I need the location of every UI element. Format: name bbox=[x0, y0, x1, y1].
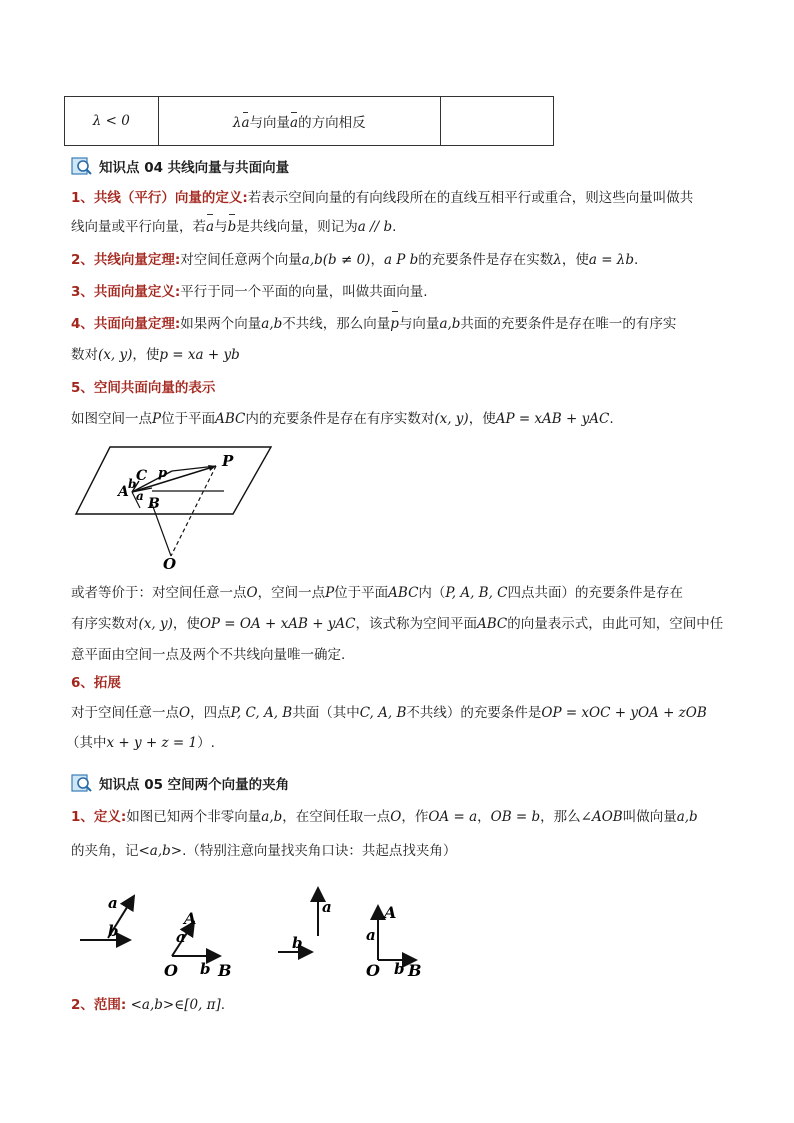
para-angle-def: 1、定义:如图已知两个非零向量a,b，在空间任取一点O，作OA = a，OB = b，那么∠AOB叫做向量a,b bbox=[71, 809, 698, 825]
para-angle-def-line2: 的夹角，记<a,b>.（特别注意向量找夹角口诀：共起点找夹角） bbox=[71, 843, 457, 859]
label-p: p bbox=[158, 466, 168, 481]
para-collinear-def: 1、共线（平行）向量的定义:若表示空间向量的有向线段所在的直线互相平行或重合，则这些向量叫做共 bbox=[71, 190, 694, 206]
label-P: P bbox=[222, 452, 234, 470]
para-coplanar-theorem-line2: 数对(x, y)，使p = xa + yb bbox=[71, 347, 240, 363]
svg-text:B: B bbox=[408, 961, 422, 980]
svg-text:A: A bbox=[184, 909, 197, 928]
magnifier-book-icon bbox=[71, 773, 93, 793]
magnifier-book-icon bbox=[71, 156, 93, 176]
para-angle-range: 2、范围: <a,b>∈[0, π]. bbox=[71, 997, 226, 1013]
para-coplanar-def: 3、共面向量定义:平行于同一个平面的向量，叫做共面向量. bbox=[71, 284, 428, 300]
section-heading-05: 知识点 05 空间两个向量的夹角 bbox=[71, 773, 289, 793]
svg-text:A: A bbox=[384, 903, 397, 922]
para-collinear-def-line2: 线向量或平行向量，若a与b是共线向量，则记为a // b. bbox=[71, 219, 397, 235]
plane-outline bbox=[76, 447, 271, 514]
coplanar-figure bbox=[72, 444, 272, 572]
para-space-coplanar-heading: 5、空间共面向量的表示 bbox=[71, 380, 216, 396]
para-coplanar-theorem: 4、共面向量定理:如果两个向量a,b不共线，那么向量p与向量a,b共面的充要条件是存在唯一的有序实 bbox=[71, 316, 677, 332]
label-A: A bbox=[118, 484, 129, 500]
para-space-coplanar-text: 如图空间一点P位于平面ABC内的充要条件是存在有序实数对(x, y)，使AP = xAB + yAC. bbox=[71, 411, 614, 427]
para-equivalent: 或者等价于：对空间任意一点O，空间一点P位于平面ABC内（P, A, B, C四点共面）的充要条件是存在 bbox=[71, 585, 684, 601]
para-collinear-theorem: 2、共线向量定理:对空间任意两个向量a,b(b ≠ 0)，a P b的充要条件是存在实数λ，使a = λb. bbox=[71, 252, 639, 268]
svg-text:O: O bbox=[164, 961, 178, 980]
para-extension-line2: （其中x + y + z = 1）. bbox=[66, 735, 215, 751]
label-C: C bbox=[136, 468, 148, 484]
svg-text:B: B bbox=[218, 961, 232, 980]
svg-text:b: b bbox=[394, 960, 405, 978]
label-a: a bbox=[136, 489, 144, 503]
para-extension: 对于空间任意一点O，四点P, C, A, B共面（其中C, A, B不共线）的充要条件是OP = xOC + yOA + zOB bbox=[71, 705, 707, 721]
svg-text:a: a bbox=[108, 894, 118, 912]
svg-text:b: b bbox=[200, 960, 211, 978]
section-heading-04: 知识点 04 共线向量与共面向量 bbox=[71, 156, 289, 176]
label-b: b bbox=[128, 477, 137, 491]
para-extension-heading: 6、拓展 bbox=[71, 675, 121, 691]
table-cell-description: λa与向量a的方向相反 bbox=[158, 97, 440, 146]
table-cell-empty bbox=[440, 97, 553, 146]
para-equivalent-line2: 有序实数对(x, y)，使OP = OA + xAB + yAC，该式称为空间平面ABC的向量表示式，由此可知，空间中任 bbox=[71, 616, 724, 632]
label-O: O bbox=[163, 555, 177, 572]
table-cell-condition: λ < 0 bbox=[65, 97, 159, 146]
line-po bbox=[171, 466, 216, 556]
svg-text:b: b bbox=[292, 934, 303, 952]
angle-figure bbox=[72, 872, 464, 984]
svg-text:b: b bbox=[108, 922, 119, 940]
svg-text:a: a bbox=[366, 926, 376, 944]
svg-text:a: a bbox=[322, 898, 332, 916]
para-equivalent-line3: 意平面由空间一点及两个不共线向量唯一确定. bbox=[71, 647, 346, 663]
table-row bbox=[65, 97, 554, 146]
label-B: B bbox=[148, 496, 160, 512]
svg-text:a: a bbox=[176, 928, 186, 946]
summary-table bbox=[64, 96, 554, 146]
svg-text:O: O bbox=[366, 961, 380, 980]
